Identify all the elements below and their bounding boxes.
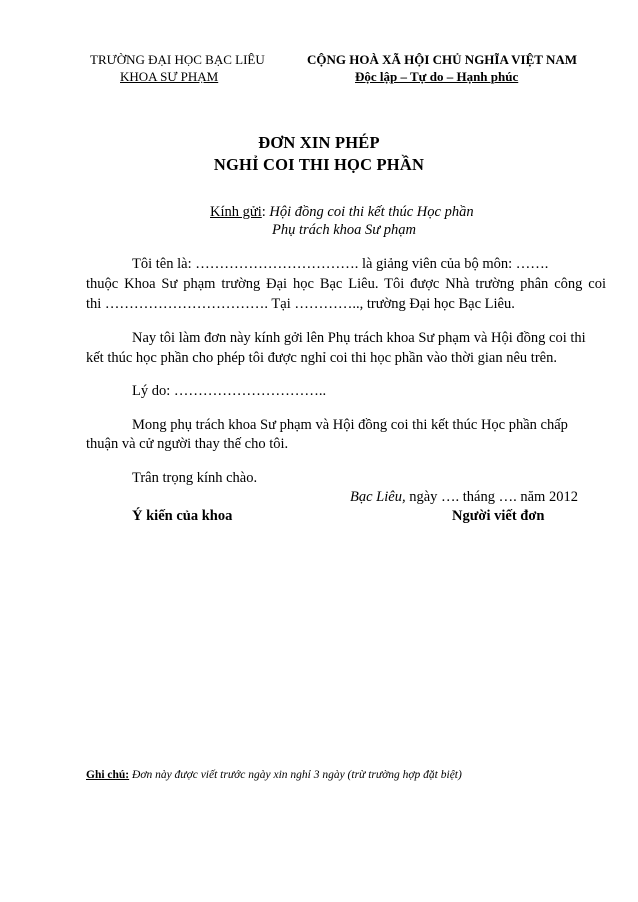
recipient-line1 [210, 204, 474, 221]
document-title-line1: ĐƠN XIN PHÉP [258, 133, 380, 152]
faculty-opinion-label: Ý kiến của khoa [132, 508, 233, 524]
applicant-label: Người viết đơn [452, 508, 545, 524]
faculty-name-text: KHOA SƯ PHẠM [120, 69, 219, 84]
document-title-line2: NGHỈ COI THI HỌC PHẦN [213, 155, 425, 174]
intro-line2: thuộc Khoa Sư phạm trường Đại học Bạc Liêu. Tôi được Nhà trường phân công coi [86, 276, 606, 292]
recipient-label: Kính gửi [210, 204, 262, 220]
faculty-name [120, 69, 218, 85]
hope-line1: Mong phụ trách khoa Sư phạm và Hội đồng coi thi kết thúc Học phần chấp [132, 417, 568, 433]
footnote [86, 769, 462, 781]
national-motto-text: Độc lập – Tự do – Hạnh phúc [355, 69, 519, 84]
recipient-line2: Phụ trách khoa Sư phạm [272, 222, 417, 238]
reason-line: Lý do: ………………………….. [132, 383, 327, 399]
national-title: CỘNG HOÀ XÃ HỘI CHỦ NGHĨA VIỆT NAM [307, 52, 578, 67]
date-text: ngày …. tháng …. năm 2012 [405, 489, 578, 505]
place-name: Bạc Liêu, [350, 489, 406, 505]
national-motto [355, 69, 518, 85]
footnote-label: Ghi chú: [86, 769, 130, 781]
footnote-text: Đơn này được viết trước ngày xin nghỉ 3 ngày (trừ trường hợp đặt biệt) [132, 769, 462, 781]
request-line1: Nay tôi làm đơn này kính gởi lên Phụ trách khoa Sư phạm và Hội đồng coi thi [132, 330, 586, 346]
intro-line3: thi ……………………………. Tại ………….., trường Đại học Bạc Liêu. [86, 296, 515, 312]
recipient-council: Hội đồng coi thi kết thúc Học phần [269, 204, 474, 220]
place-date [350, 489, 578, 506]
hope-line2: thuận và cử người thay thế cho tôi. [86, 436, 289, 452]
recipient-sep: : [261, 204, 266, 220]
school-name: TRƯỜNG ĐẠI HỌC BẠC LIÊU [90, 52, 265, 67]
intro-line1: Tôi tên là: ……………………………. là giảng viên của bộ môn: ……. [132, 256, 549, 272]
request-line2: kết thúc học phần cho phép tôi được nghỉ coi thi học phần vào thời gian nêu trên. [86, 350, 557, 366]
closing-line: Trân trọng kính chào. [132, 470, 258, 486]
